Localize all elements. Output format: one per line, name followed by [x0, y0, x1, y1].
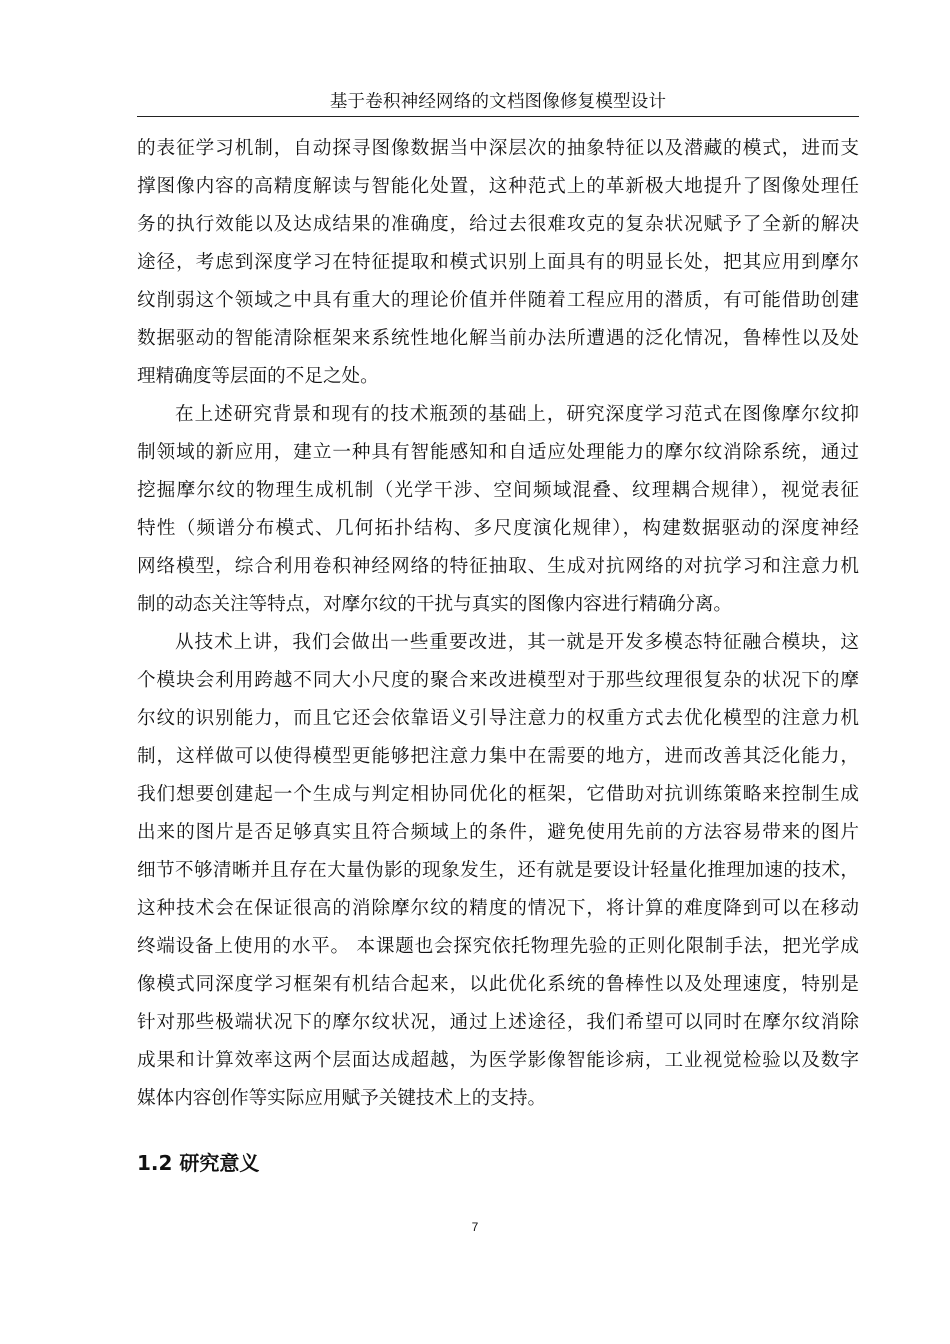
running-header: 基于卷积神经网络的文档图像修复模型设计	[329, 92, 667, 112]
paragraph-3-line-12: 成果和计算效率这两个层面达成超越，为医学影像智能诊病，工业视觉检验以及数字	[137, 1050, 859, 1071]
paragraph-3-line-5: 我们想要创建起一个生成与判定相协同优化的框架，它借助对抗训练策略来控制生成	[137, 784, 859, 805]
paragraph-1-line-5: 纹削弱这个领域之中具有重大的理论价值并伴随着工程应用的潜质，有可能借助创建	[137, 290, 859, 311]
paragraph-2-line-2: 制领域的新应用，建立一种具有智能感知和自适应处理能力的摩尔纹消除系统，通过	[137, 442, 859, 463]
section-heading: 1.2 研究意义	[137, 1151, 260, 1175]
header-rule	[137, 116, 859, 117]
paragraph-1-line-2: 撑图像内容的高精度解读与智能化处置，这种范式上的革新极大地提升了图像处理任	[137, 176, 859, 197]
paragraph-2-line-1: 在上述研究背景和现有的技术瓶颈的基础上，研究深度学习范式在图像摩尔纹抑	[175, 404, 859, 425]
paragraph-3-line-1: 从技术上讲，我们会做出一些重要改进，其一就是开发多模态特征融合模块，这	[175, 632, 859, 653]
paragraph-3-line-8: 这种技术会在保证很高的消除摩尔纹的精度的情况下，将计算的难度降到可以在移动	[137, 898, 859, 919]
paragraph-1-line-3: 务的执行效能以及达成结果的准确度，给过去很难攻克的复杂状况赋予了全新的解决	[137, 214, 859, 235]
paragraph-1-line-7: 理精确度等层面的不足之处。	[137, 366, 379, 387]
paragraph-1-line-4: 途径，考虑到深度学习在特征提取和模式识别上面具有的明显长处，把其应用到摩尔	[137, 252, 859, 273]
paragraph-2-line-3: 挖掘摩尔纹的物理生成机制（光学干涉、空间频域混叠、纹理耦合规律），视觉表征	[137, 480, 859, 501]
paragraph-2-line-5: 网络模型，综合利用卷积神经网络的特征抽取、生成对抗网络的对抗学习和注意力机	[137, 556, 859, 577]
paragraph-3-line-11: 针对那些极端状况下的摩尔纹状况，通过上述途径，我们希望可以同时在摩尔纹消除	[137, 1012, 859, 1033]
paragraph-3-line-7: 细节不够清晰并且存在大量伪影的现象发生，还有就是要设计轻量化推理加速的技术，	[137, 860, 859, 881]
paragraph-3-line-10: 像模式同深度学习框架有机结合起来，以此优化系统的鲁棒性以及处理速度，特别是	[137, 974, 859, 995]
paragraph-2-line-4: 特性（频谱分布模式、几何拓扑结构、多尺度演化规律），构建数据驱动的深度神经	[137, 518, 859, 539]
paragraph-3-line-3: 尔纹的识别能力，而且它还会依靠语义引导注意力的权重方式去优化模型的注意力机	[137, 708, 859, 729]
paragraph-3-line-9: 终端设备上使用的水平。 本课题也会探究依托物理先验的正则化限制手法，把光学成	[137, 936, 859, 957]
paragraph-2-line-6: 制的动态关注等特点，对摩尔纹的干扰与真实的图像内容进行精确分离。	[137, 594, 733, 615]
paragraph-3-line-6: 出来的图片是否足够真实且符合频域上的条件，避免使用先前的方法容易带来的图片	[137, 822, 859, 843]
paragraph-3-line-4: 制，这样做可以使得模型更能够把注意力集中在需要的地方，进而改善其泛化能力，	[137, 746, 859, 767]
paragraph-3-line-13: 媒体内容创作等实际应用赋予关键技术上的支持。	[137, 1088, 547, 1109]
paragraph-1-line-1: 的表征学习机制，自动探寻图像数据当中深层次的抽象特征以及潜藏的模式，进而支	[137, 138, 859, 159]
paragraph-1-line-6: 数据驱动的智能清除框架来系统性地化解当前办法所遭遇的泛化情况，鲁棒性以及处	[137, 328, 859, 349]
paragraph-3-line-2: 个模块会利用跨越不同大小尺度的聚合来改进模型对于那些纹理很复杂的状况下的摩	[137, 670, 859, 691]
page-number: 7	[471, 1220, 479, 1234]
